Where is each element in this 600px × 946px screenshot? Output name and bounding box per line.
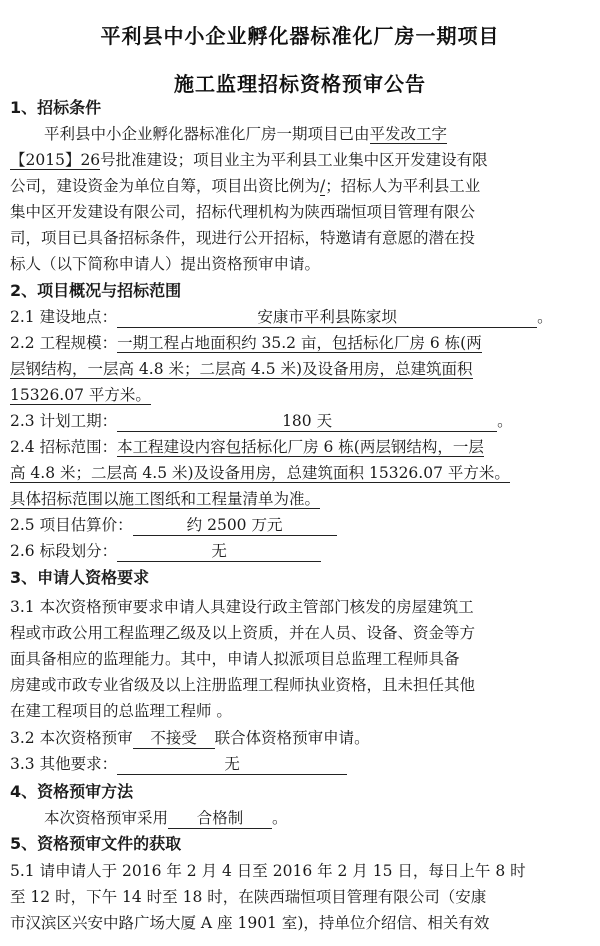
item-2-2-line2: 层钢结构，一层高 4.8 米；二层高 4.5 米)及设备用房，总建筑面积	[10, 360, 473, 378]
section-1-line3: 公司，建设资金为单位自筹，项目出资比例为/；招标人为平利县工业	[10, 177, 481, 195]
item-3-1-line2: 程或市政公用工程监理乙级及以上资质，并在人员、设备、资金等方	[10, 624, 476, 642]
estimated-price-value: 约 2500 万元	[133, 515, 337, 536]
section-1-line5: 司，项目已具备招标条件，现进行公开招标，特邀请有意愿的潜在投	[10, 229, 476, 247]
item-5-1-line2: 至 12 时，下午 14 时至 18 时，在陕西瑞恒项目管理有限公司（安康	[10, 888, 487, 906]
section-4-heading: 4、资格预审方法	[10, 782, 134, 801]
item-2-4-line1: 2.4 招标范围：本工程建设内容包括标化厂房 6 栋(两层钢结构，一层	[10, 438, 484, 456]
item-2-2-line1: 2.2 工程规模：一期工程占地面积约 35.2 亩，包括标化厂房 6 栋(两	[10, 334, 482, 352]
construction-site-value: 安康市平利县陈家坝	[117, 307, 537, 328]
item-3-3: 3.3 其他要求： 无	[10, 753, 594, 775]
section-1-heading: 1、招标条件	[10, 98, 102, 117]
section-2-heading: 2、项目概况与招标范围	[10, 281, 182, 300]
construction-period-value: 180 天	[117, 411, 497, 432]
item-3-1-line3: 面具备相应的监理能力。其中，申请人拟派项目总监理工程师具备	[10, 650, 460, 668]
section-5-heading: 5、资格预审文件的获取	[10, 834, 182, 853]
funding-ratio: /	[320, 177, 326, 195]
item-5-1-line1: 5.1 请申请人于 2016 年 2 月 4 日至 2016 年 2 月 15 日，每日上午 8 时	[10, 862, 526, 880]
item-2-4-line3: 具体招标范围以施工图纸和工程量清单为准。	[10, 490, 321, 508]
item-2-6: 2.6 标段划分： 无	[10, 540, 594, 562]
item-3-2: 3.2 本次资格预审 不接受 联合体资格预审申请。	[10, 729, 370, 747]
section-1-line1: 平利县中小企业孵化器标准化厂房一期项目已由平发改工字	[44, 125, 448, 143]
item-2-5: 2.5 项目估算价： 约 2500 万元	[10, 514, 594, 536]
section-3-heading: 3、申请人资格要求	[10, 568, 150, 587]
item-5-1-line3: 市汉滨区兴安中路广场大厦 A 座 1901 室)，持单位介绍信、相关有效	[10, 914, 490, 932]
section-1-line2: 【2015】26号批准建设；项目业主为平利县工业集中区开发建设有限	[10, 151, 488, 169]
item-3-1-line1: 3.1 本次资格预审要求申请人具建设行政主管部门核发的房屋建筑工	[10, 598, 474, 616]
item-4-body: 本次资格预审采用 合格制 。	[44, 809, 288, 827]
approval-number-year: 【2015】26	[10, 151, 101, 169]
item-2-3: 2.3 计划工期： 180 天 。	[10, 412, 513, 430]
prequalification-method-value: 合格制	[168, 808, 272, 829]
section-1-line6: 标人（以下简称申请人）提出资格预审申请。	[10, 255, 321, 273]
document-title-line2: 施工监理招标资格预审公告	[174, 72, 426, 96]
item-2-4-line2: 高 4.8 米；二层高 4.5 米)及设备用房，总建筑面积 15326.07 平方米。	[10, 464, 510, 482]
lot-division-value: 无	[117, 541, 321, 562]
section-1-line4: 集中区开发建设有限公司，招标代理机构为陕西瑞恒项目管理有限公	[10, 203, 476, 221]
item-3-1-line5: 在建工程项目的总监理工程师 。	[10, 702, 232, 720]
consortium-value: 不接受	[133, 728, 215, 749]
item-3-1-line4: 房建或市政专业省级及以上注册监理工程师执业资格，且未担任其他	[10, 676, 476, 694]
item-2-2-line3: 15326.07 平方米。	[10, 386, 151, 404]
document-title-line1: 平利县中小企业孵化器标准化厂房一期项目	[100, 24, 500, 48]
item-2-1: 2.1 建设地点： 安康市平利县陈家坝 。	[10, 308, 553, 326]
approval-number: 平发改工字	[369, 125, 448, 143]
other-requirements-value: 无	[117, 754, 347, 775]
